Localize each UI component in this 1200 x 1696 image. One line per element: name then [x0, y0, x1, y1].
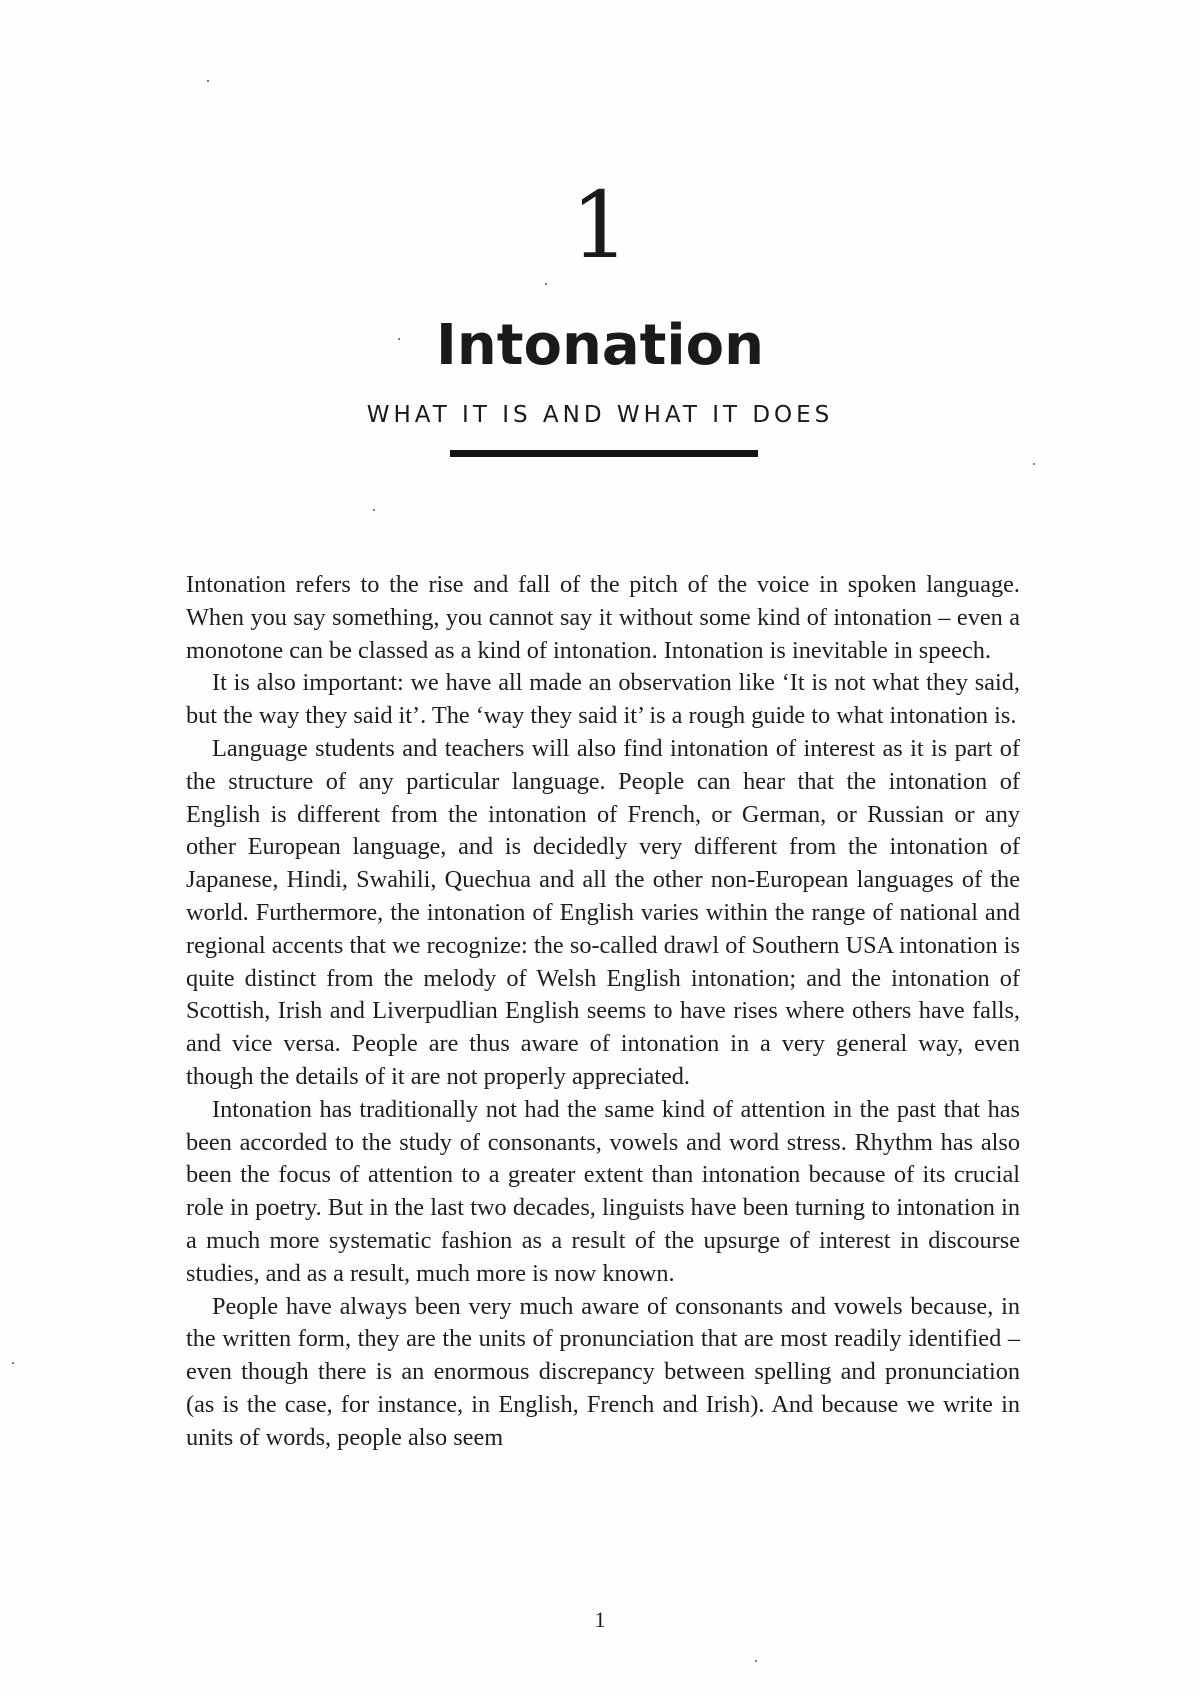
scan-speck	[755, 1660, 757, 1662]
paragraph: It is also important: we have all made an observation like ‘It is not what they said, but the way they said it’. The ‘way they said it’ is a rough guide to what intonation is.	[186, 669, 1020, 730]
scan-speck	[1033, 463, 1035, 465]
paragraph: Intonation has traditionally not had the same kind of attention in the past that has been accorded to the study of consonants, vowels and word stress. Rhythm has also been the focus of attention to a greater extent than intonation because of its crucial role in poetry. But in the last two decades, linguists have been turning to intonation in a much more systematic fashion as a result of the upsurge of interest in discourse studies, and as a result, much more is now known.	[186, 1095, 1020, 1287]
chapter-number: 1	[570, 172, 630, 279]
paragraph: Intonation refers to the rise and fall of the pitch of the voice in spoken language. When you say something, you cannot say it without some kind of intonation – even a monotone can be classed as a kind of intonation. Intonation is inevitable in speech.	[186, 571, 1020, 664]
scan-speck	[398, 338, 400, 340]
paragraph: Language students and teachers will also find intonation of interest as it is part of the structure of any particular language. People can hear that the intonation of English is different from the intonation of French, or German, or Russian or any other European language, and is decidedly very different from the intonation of Japanese, Hindi, Swahili, Quechua and all the other non-European languages of the world. Furthermore, the intonation of English varies within the range of national and regional accents that we recognize: the so-called drawl of Southern USA intonation is quite distinct from the melody of Welsh English intonation; and the intonation of Scottish, Irish and Liverpudlian English seems to have rises where others have falls, and vice versa. People are thus aware of intonation in a very general way, even though the details of it are not properly appreciated.	[186, 734, 1020, 1090]
paragraph: People have always been very much aware of consonants and vowels because, in the written form, they are the units of pronunciation that are most readily identified – even though there is an enormous discrepancy between spelling and pronunciation (as is the case, for instance, in English, French and Irish). And because we write in units of words, people also seem	[186, 1292, 1020, 1451]
chapter-title: Intonation	[436, 313, 764, 378]
scan-speck	[12, 1362, 14, 1364]
scan-speck	[207, 80, 209, 82]
chapter-subtitle: WHAT IT IS AND WHAT IT DOES	[366, 402, 834, 428]
scan-speck	[545, 283, 547, 285]
title-rule	[450, 450, 758, 457]
page-number: 1	[594, 1607, 606, 1632]
body-text	[186, 569, 1020, 1455]
scan-speck	[373, 509, 375, 511]
